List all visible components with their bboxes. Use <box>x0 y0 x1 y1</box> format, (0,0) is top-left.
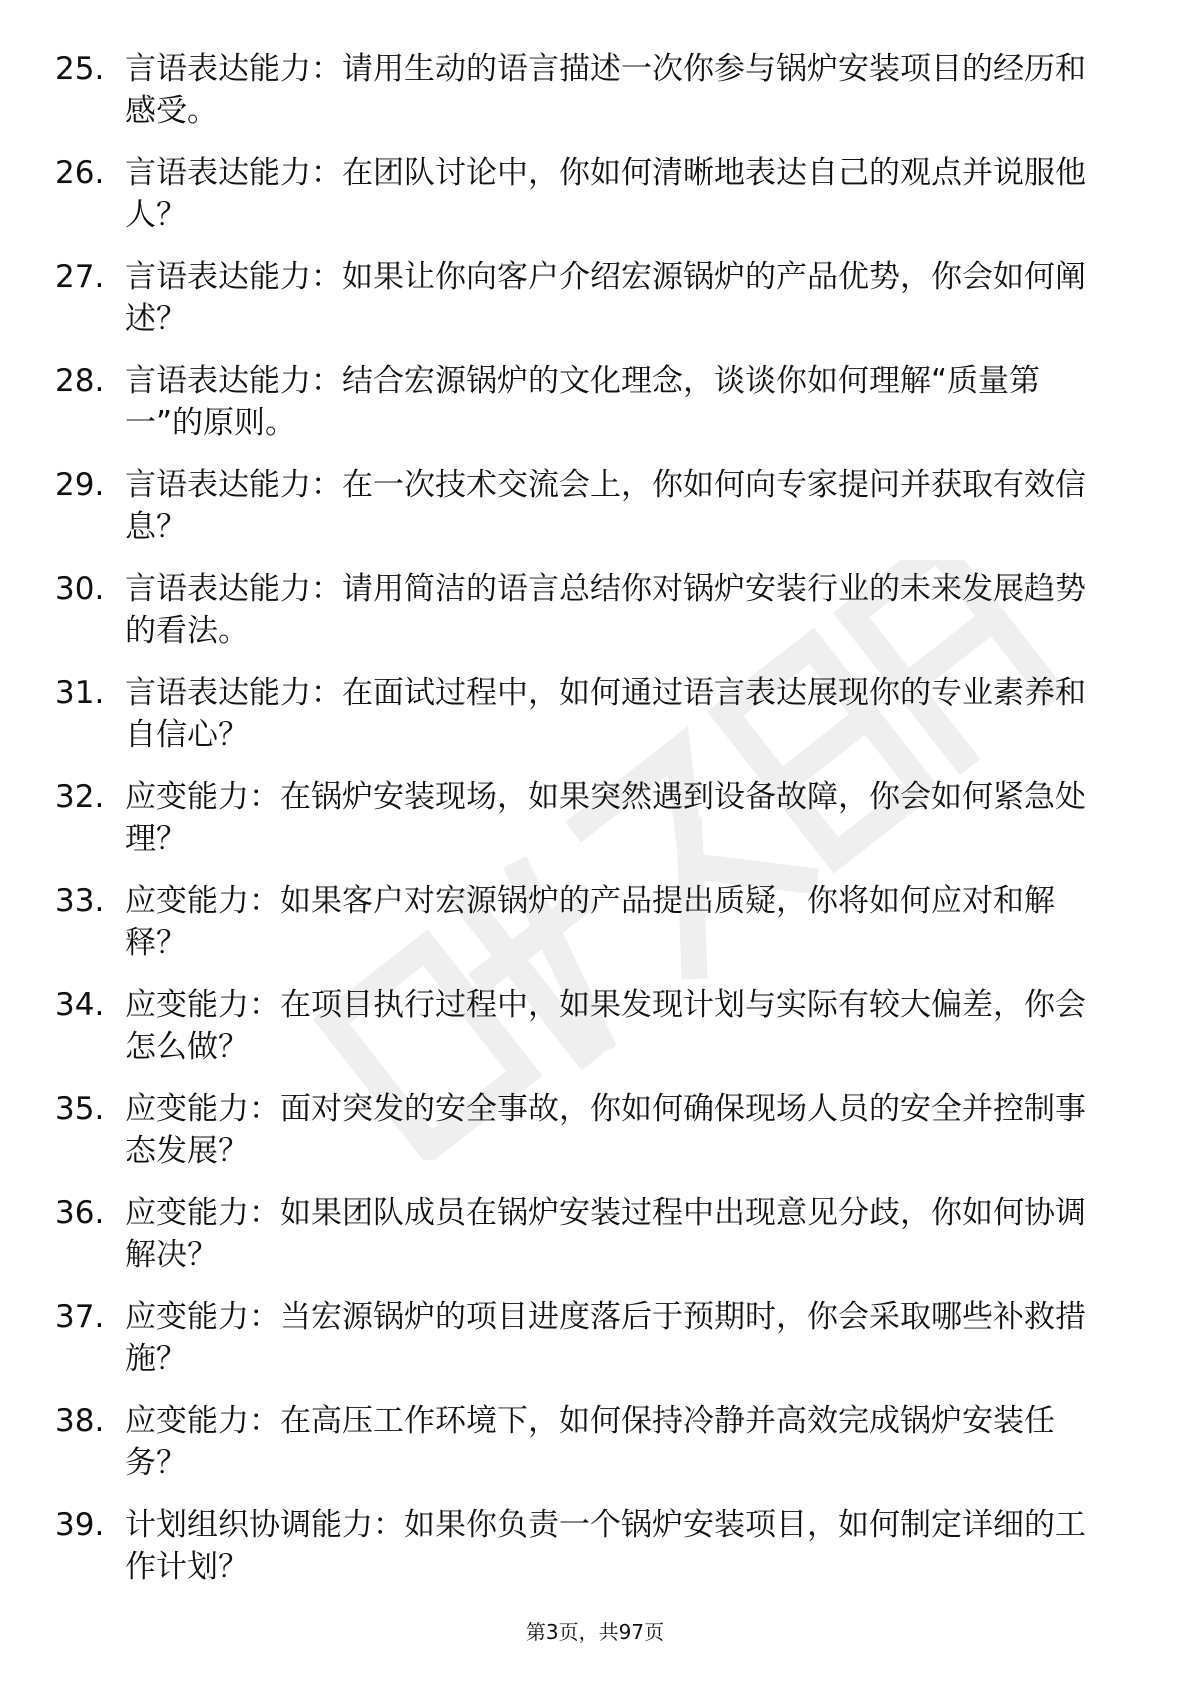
list-item <box>55 880 1115 984</box>
question-list <box>55 48 1115 1608</box>
list-item <box>55 568 1115 672</box>
page-number-footer: 第3页，共97页 <box>525 1620 665 1644</box>
question-text: 应变能力：在项目执行过程中，如果发现计划与实际有较大偏差，你会怎么做？ <box>125 987 1086 1065</box>
question-number: 27. <box>55 259 105 295</box>
question-text: 言语表达能力：在团队讨论中，你如何清晰地表达自己的观点并说服他人？ <box>125 155 1086 233</box>
question-number: 39. <box>55 1507 105 1543</box>
question-text: 计划组织协调能力：如果你负责一个锅炉安装项目，如何制定详细的工作计划？ <box>125 1507 1086 1585</box>
list-item <box>55 1192 1115 1296</box>
list-item <box>55 152 1115 256</box>
question-text: 言语表达能力：请用生动的语言描述一次你参与锅炉安装项目的经历和感受。 <box>125 51 1086 129</box>
question-number: 32. <box>55 779 105 815</box>
list-item <box>55 1504 1115 1608</box>
list-item <box>55 464 1115 568</box>
question-text: 应变能力：面对突发的安全事故，你如何确保现场人员的安全并控制事态发展？ <box>125 1091 1086 1169</box>
question-number: 30. <box>55 571 105 607</box>
question-text: 言语表达能力：请用简洁的语言总结你对锅炉安装行业的未来发展趋势的看法。 <box>125 571 1086 649</box>
question-number: 36. <box>55 1195 105 1231</box>
question-number: 31. <box>55 675 105 711</box>
list-item <box>55 48 1115 152</box>
list-item <box>55 256 1115 360</box>
question-text: 言语表达能力：在一次技术交流会上，你如何向专家提问并获取有效信息？ <box>125 467 1086 545</box>
list-item <box>55 1088 1115 1192</box>
question-text: 应变能力：如果团队成员在锅炉安装过程中出现意见分歧，你如何协调解决？ <box>125 1195 1086 1273</box>
question-text: 应变能力：在锅炉安装现场，如果突然遇到设备故障，你会如何紧急处理？ <box>125 779 1086 857</box>
list-item <box>55 1400 1115 1504</box>
list-item <box>55 1296 1115 1400</box>
question-number: 25. <box>55 51 105 87</box>
question-number: 38. <box>55 1403 105 1439</box>
question-number: 34. <box>55 987 105 1023</box>
question-text: 言语表达能力：在面试过程中，如何通过语言表达展现你的专业素养和自信心？ <box>125 675 1086 753</box>
question-text: 言语表达能力：如果让你向客户介绍宏源锅炉的产品优势，你会如何阐述？ <box>125 259 1086 337</box>
question-number: 29. <box>55 467 105 503</box>
question-number: 33. <box>55 883 105 919</box>
list-item <box>55 984 1115 1088</box>
list-item <box>55 360 1115 464</box>
question-number: 37. <box>55 1299 105 1335</box>
list-item <box>55 776 1115 880</box>
question-text: 应变能力：如果客户对宏源锅炉的产品提出质疑，你将如何应对和解释？ <box>125 883 1055 961</box>
question-number: 35. <box>55 1091 105 1127</box>
question-text: 应变能力：当宏源锅炉的项目进度落后于预期时，你会采取哪些补救措施？ <box>125 1299 1086 1377</box>
list-item <box>55 672 1115 776</box>
question-text: 言语表达能力：结合宏源锅炉的文化理念，谈谈你如何理解“质量第一”的原则。 <box>125 363 1041 441</box>
question-number: 26. <box>55 155 105 191</box>
question-number: 28. <box>55 363 105 399</box>
question-text: 应变能力：在高压工作环境下，如何保持冷静并高效完成锅炉安装任务？ <box>125 1403 1055 1481</box>
